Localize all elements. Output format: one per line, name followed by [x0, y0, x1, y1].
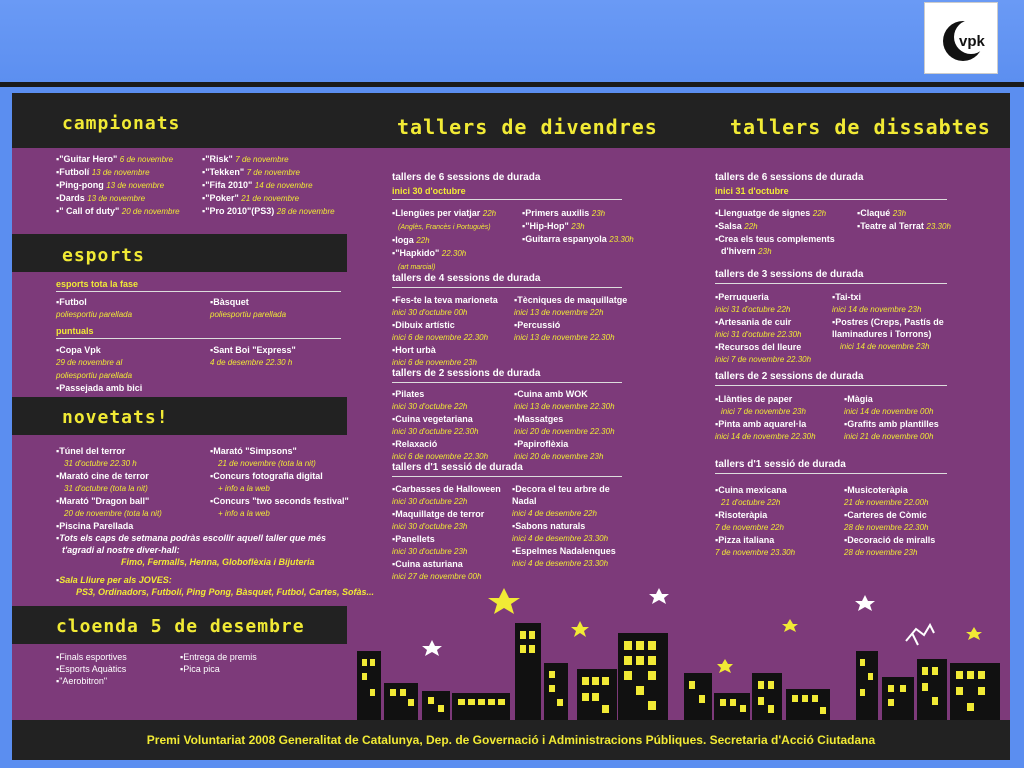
dis-s6-heading: tallers de 6 sessions de durada	[715, 172, 864, 183]
divendres-heading: tallers de divendres	[397, 115, 658, 139]
div-s2-heading: tallers de 2 sessions de durada	[392, 368, 541, 379]
list-item: ▪"Guitar Hero" 6 de novembre	[56, 154, 174, 164]
div-s4-col2: ▪Tècniques de maquillatge inici 13 de novembre 22h ▪Percussió inici 13 de novembre 22.30h	[514, 295, 628, 342]
dis-s6-col1: ▪Llenguatge de signes 22h ▪Salsa 22h ▪Crea els teus complements d'hivern 23h	[715, 208, 835, 256]
div-s6-heading: tallers de 6 sessions de durada	[392, 172, 541, 183]
esports-heading: esports	[62, 245, 145, 266]
sala-lliure-note: ▪Sala Lliure per als JOVES: PS3, Ordinadors, Futbolí, Ping Pong, Bàsquet, Futbol, Cartes, Sofàs...	[56, 575, 375, 597]
vpk-logo	[924, 2, 998, 74]
div-s2-col1: ▪Pilates inici 30 d'octubre 22h ▪Cuina vegetariana inici 30 d'octubre 22.30h ▪Relaxació inici 6 de novembre 22.30h	[392, 389, 489, 461]
dissabtes-heading: tallers de dissabtes	[730, 115, 991, 139]
list-item: ▪"Pro 2010"(PS3) 28 de novembre	[202, 206, 335, 216]
star-icon	[488, 588, 982, 673]
campionats-heading: campionats	[62, 113, 181, 134]
futbol-item: ▪Futbol poliesportiu parellada	[56, 297, 133, 319]
list-item: ▪"Tekken" 7 de novembre	[202, 167, 300, 177]
list-item: ▪Dards 13 de novembre	[56, 193, 146, 203]
dis-s1-col1: ▪Cuina mexicana 21 d'octubre 22h ▪Risoteràpia 7 de novembre 22h ▪Pizza italiana 7 de novembre 23.30h	[715, 485, 796, 557]
dis-s2-heading: tallers de 2 sessions de durada	[715, 371, 864, 382]
puntuals-subheading: puntuals	[56, 326, 94, 336]
diver-hall-note: ▪Tots els caps de setmana podràs escollir aquell taller que més t'agradi al nostre diver-hall: Fimo, Fermalls, Henna, Globoflèxia i Bijuteria	[56, 533, 326, 567]
list-item: ▪" Call of duty" 20 de novembre	[56, 206, 180, 216]
dis-s3-col1: ▪Perruqueria inici 31 d'octubre 22h ▪Artesania de cuir inici 31 d'octubre 22.30h ▪Recursos del lleure inici 7 de novembre 22.30h	[715, 292, 812, 364]
dis-s1-heading: tallers d'1 sessió de durada	[715, 459, 846, 470]
dis-s2-col1: ▪Llànties de paper inici 7 de novembre 23h ▪Pinta amb aquarel·la inici 14 de novembre 22.30h	[715, 394, 816, 441]
div-s4-col1: ▪Fes-te la teva marioneta inici 30 d'octubre 00h ▪Dibuix artístic inici 6 de novembre 22.30h ▪Hort urbà inici 6 de novembre 23h	[392, 295, 498, 367]
novetats-col1: ▪Túnel del terror 31 d'octubre 22.30 h ▪Marató cine de terror 31 d'octubre (tota la nit) ▪Marató "Dragon ball" 20 de novembre (tota la nit) ▪Piscina Parellada	[56, 446, 162, 531]
cloenda-heading: cloenda 5 de desembre	[56, 616, 305, 637]
list-item: ▪"Poker" 21 de novembre	[202, 193, 300, 203]
logo-text: vpk	[959, 33, 985, 50]
poster	[12, 93, 1010, 760]
cloenda-col2: ▪Entrega de premis ▪Pica pica	[180, 652, 257, 674]
dis-s6-date: inici 31 d'octubre	[715, 186, 789, 196]
bat-icon	[906, 625, 934, 645]
santboi-item: ▪Sant Boi "Express" 4 de desembre 22.30 h	[210, 345, 296, 367]
dis-s3-col2: ▪Tai-txi inici 14 de novembre 23h ▪Postres (Creps, Pastís de llaminadures i Torrons) inici 14 de novembre 23h	[832, 292, 944, 351]
novetats-col2: ▪Marató "Simpsons" 21 de novembre (tota la nit) ▪Concurs fotografia digital + info a la web ▪Concurs "two seconds festival" + info a la web	[210, 446, 349, 518]
top-header-bar	[0, 0, 1024, 82]
esports-subheading: esports tota la fase	[56, 279, 139, 289]
list-item: ▪Futbolí 13 de novembre	[56, 167, 150, 177]
div-s4-heading: tallers de 4 sessions de durada	[392, 273, 541, 284]
div-s6-col1: ▪Llengües per viatjar 22h (Anglès, Francès i Portuguès) ▪Ioga 22h ▪"Hapkido" 22.30h (art marcial)	[392, 208, 497, 271]
list-item: ▪"Fifa 2010" 14 de novembre	[202, 180, 313, 190]
dis-s1-col2: ▪Musicoteràpia 21 de novembre 22.00h ▪Carteres de Còmic 28 de novembre 22.30h ▪Decoració de miralls 28 de novembre 23h	[844, 485, 936, 557]
copa-item: ▪Copa Vpk 29 de novembre al poliesportiu parellada ▪Passejada amb bici	[56, 345, 143, 393]
div-s1-col1: ▪Carbasses de Halloween inici 30 d'octubre 22h ▪Maquillatge de terror inici 30 d'octubre 23h ▪Panellets inici 30 d'octubre 23h ▪Cuina asturiana inici 27 de novembre 00h	[392, 484, 501, 581]
div-s1-heading: tallers d'1 sessió de durada	[392, 462, 523, 473]
list-item: ▪"Risk" 7 de novembre	[202, 154, 289, 164]
header-divider	[0, 82, 1024, 87]
cloenda-col1: ▪Finals esportives ▪Esports Aquàtics ▪"Aerobitron"	[56, 652, 127, 686]
city-skyline-illustration	[12, 93, 1010, 760]
basquet-item: ▪Bàsquet poliesportiu parellada	[210, 297, 287, 319]
div-s1-col2: ▪Decora el teu arbre de Nadal inici 4 de desembre 22h ▪Sabons naturals inici 4 de desembre 23.30h ▪Espelmes Nadalenques inici 4 de desembre 23.30h	[512, 484, 616, 568]
dis-s6-col2: ▪Claqué 23h ▪Teatre al Terrat 23.30h	[857, 208, 951, 231]
list-item: ▪Ping-pong 13 de novembre	[56, 180, 165, 190]
novetats-heading: novetats!	[62, 407, 169, 428]
dis-s3-heading: tallers de 3 sessions de durada	[715, 269, 864, 280]
div-s2-col2: ▪Cuina amb WOK inici 13 de novembre 22.30h ▪Massatges inici 20 de novembre 22.30h ▪Papiroflèxia inici 20 de novembre 23h	[514, 389, 615, 461]
dis-s2-col2: ▪Màgia inici 14 de novembre 00h ▪Grafits amb plantilles inici 21 de novembre 00h	[844, 394, 939, 441]
div-s6-date: inici 30 d'octubre	[392, 186, 466, 196]
div-s6-col2: ▪Primers auxilis 23h ▪"Hip-Hop" 23h ▪Guitarra espanyola 23.30h	[522, 208, 634, 244]
footer-text: Premi Voluntariat 2008 Generalitat de Catalunya, Dep. de Governació i Administracions Públiques. Secretaria d'Acció Ciutadana	[146, 733, 876, 747]
